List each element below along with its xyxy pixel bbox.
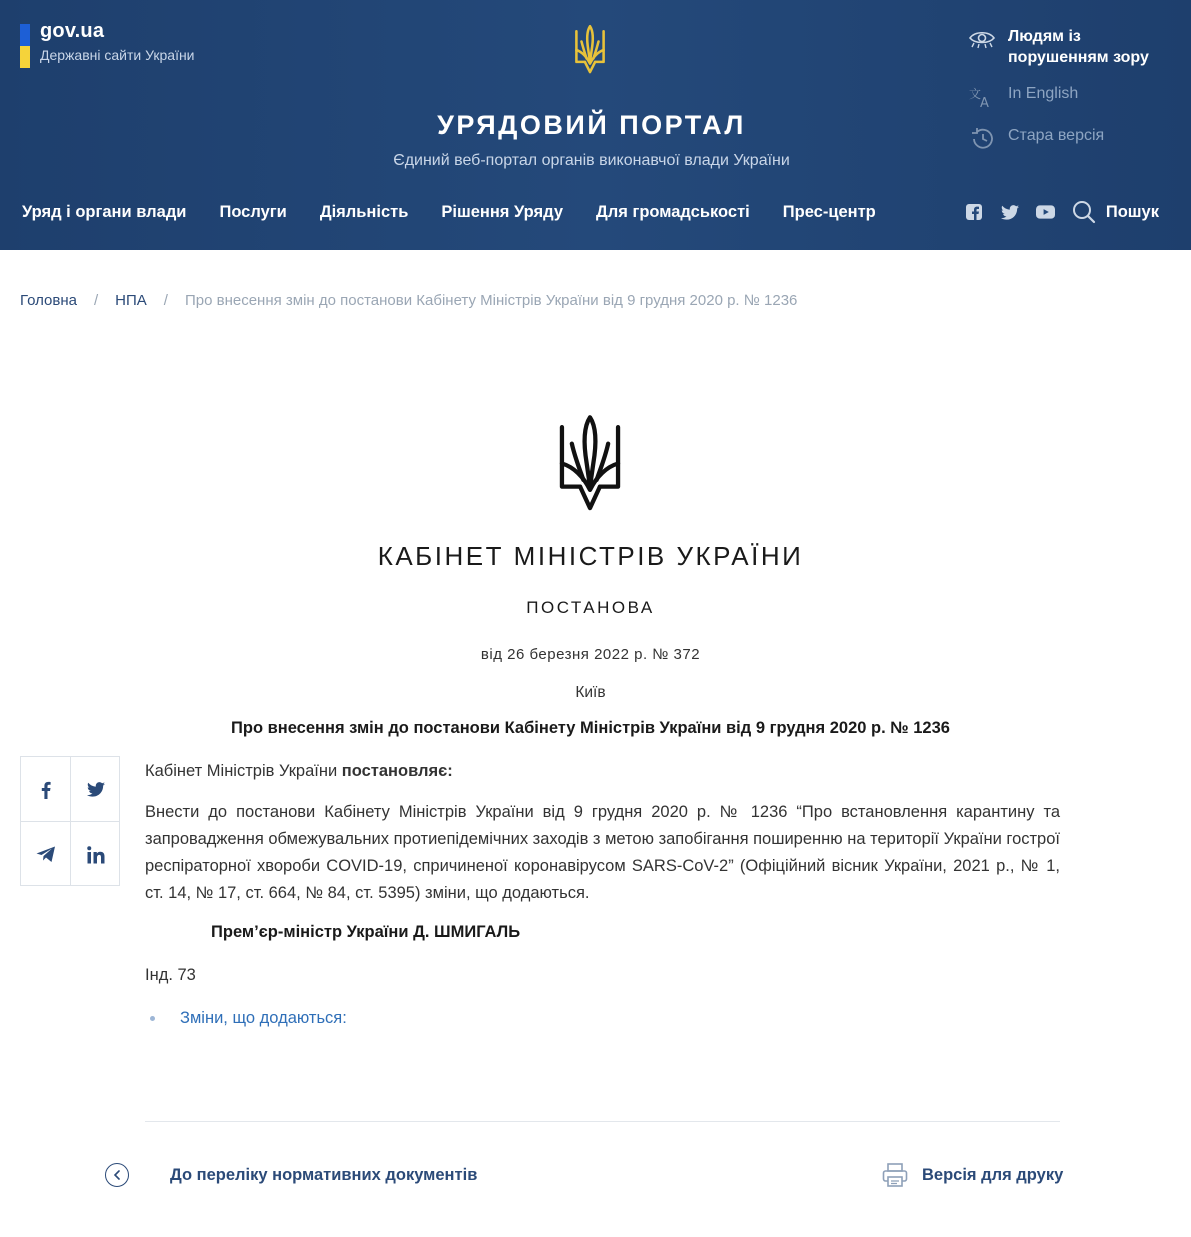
old-version-link[interactable] bbox=[968, 127, 1149, 151]
portal-title[interactable]: УРЯДОВИЙ ПОРТАЛ bbox=[437, 110, 746, 140]
share-panel bbox=[20, 756, 120, 886]
portal-subtitle: Єдиний веб-портал органів виконавчої влади України bbox=[393, 152, 790, 169]
breadcrumb-separator: / bbox=[94, 292, 99, 309]
document-city: Київ bbox=[575, 684, 606, 701]
decree-paragraph: Внести до постанови Кабінету Міністрів України від 9 грудня 2020 р. № 1236 “Про встановлення карантину та запровадження обмежувальних протиепідемічних заходів з метою запобігання поширенню на території України гострої респіраторної хвороби COVID-19, спричиненої коронавірусом SARS-CoV-2” (Офіційний вісник України, 2021 р., № 1, ст. 14, № 17, ст. 664, № 84, ст. 5395) зміни, що додаються. bbox=[145, 803, 1060, 902]
back-to-list-label: До переліку нормативних документів bbox=[170, 1165, 478, 1184]
nav-item-government[interactable]: Уряд і органи влади bbox=[22, 203, 187, 221]
share-telegram-icon[interactable] bbox=[21, 822, 71, 887]
document-date: від 26 березня 2022 р. № 372 bbox=[480, 646, 701, 663]
eye-icon bbox=[968, 28, 996, 52]
english-version-label: In English bbox=[1008, 85, 1079, 102]
facebook-icon[interactable] bbox=[964, 202, 984, 222]
nav-item-decisions[interactable]: Рішення Уряду bbox=[441, 203, 563, 221]
print-version-label: Версія для друку bbox=[922, 1165, 1064, 1184]
document-authority: КАБІНЕТ МІНІСТРІВ УКРАЇНИ bbox=[377, 541, 804, 571]
coat-of-arms-icon bbox=[557, 412, 623, 515]
attachment-label: Зміни, що додаються: bbox=[180, 1009, 347, 1027]
share-linkedin-icon[interactable] bbox=[71, 822, 121, 887]
nav-item-press[interactable]: Прес-центр bbox=[782, 203, 876, 221]
decree-intro bbox=[145, 758, 1060, 785]
accessibility-link[interactable] bbox=[968, 28, 1149, 67]
main-navigation bbox=[22, 203, 909, 222]
translate-icon bbox=[968, 85, 996, 109]
history-icon bbox=[968, 127, 996, 151]
twitter-icon[interactable] bbox=[1000, 202, 1020, 222]
govua-subtitle: Державні сайти України bbox=[40, 47, 195, 63]
nav-item-activity[interactable]: Діяльність bbox=[319, 203, 409, 221]
document-heading: Про внесення змін до постанови Кабінету Міністрів України від 9 грудня 2020 р. № 1236 bbox=[231, 719, 950, 737]
old-version-label: Стара версія bbox=[1008, 127, 1105, 144]
site-header bbox=[0, 0, 1191, 250]
accessibility-label-line1: Людям із bbox=[1008, 28, 1081, 45]
govua-title[interactable]: gov.ua bbox=[40, 20, 105, 42]
trident-icon[interactable] bbox=[573, 24, 607, 76]
ukraine-flag-icon bbox=[20, 24, 30, 68]
share-twitter-icon[interactable] bbox=[71, 757, 121, 822]
breadcrumb-home[interactable]: Головна bbox=[20, 292, 77, 309]
back-to-list-link[interactable] bbox=[105, 1163, 477, 1187]
govua-logo[interactable] bbox=[20, 20, 195, 68]
document-index: Інд. 73 bbox=[145, 966, 196, 984]
breadcrumb-separator: / bbox=[163, 292, 168, 309]
document-type: ПОСТАНОВА bbox=[526, 598, 655, 617]
breadcrumb bbox=[20, 292, 797, 309]
search-icon bbox=[1072, 200, 1096, 224]
breadcrumb-current: Про внесення змін до постанови Кабінету Міністрів України від 9 грудня 2020 р. № 1236 bbox=[184, 292, 798, 309]
english-version-link[interactable] bbox=[968, 85, 1149, 109]
youtube-icon[interactable] bbox=[1036, 202, 1056, 222]
decree-intro-text: Кабінет Міністрів України bbox=[145, 762, 342, 780]
bullet-icon bbox=[150, 1016, 155, 1021]
share-facebook-icon[interactable] bbox=[21, 757, 71, 822]
svg-text:文: 文 bbox=[969, 87, 982, 101]
attachment-link[interactable] bbox=[150, 1009, 347, 1028]
chevron-left-icon bbox=[105, 1163, 129, 1187]
printer-icon bbox=[882, 1162, 908, 1188]
signature: Прем’єр-міністр України Д. ШМИГАЛЬ bbox=[211, 923, 521, 941]
nav-item-public[interactable]: Для громадськості bbox=[596, 203, 750, 221]
svg-text:A: A bbox=[980, 96, 989, 109]
accessibility-label-line2: порушенням зору bbox=[1008, 49, 1149, 66]
search-label: Пошук bbox=[1105, 202, 1159, 221]
nav-item-services[interactable]: Послуги bbox=[219, 203, 287, 221]
decree-word: постановляє: bbox=[341, 762, 453, 780]
breadcrumb-section[interactable]: НПА bbox=[115, 292, 147, 309]
divider bbox=[145, 1121, 1060, 1122]
search-button[interactable] bbox=[1072, 200, 1159, 224]
print-version-link[interactable] bbox=[882, 1162, 1063, 1188]
